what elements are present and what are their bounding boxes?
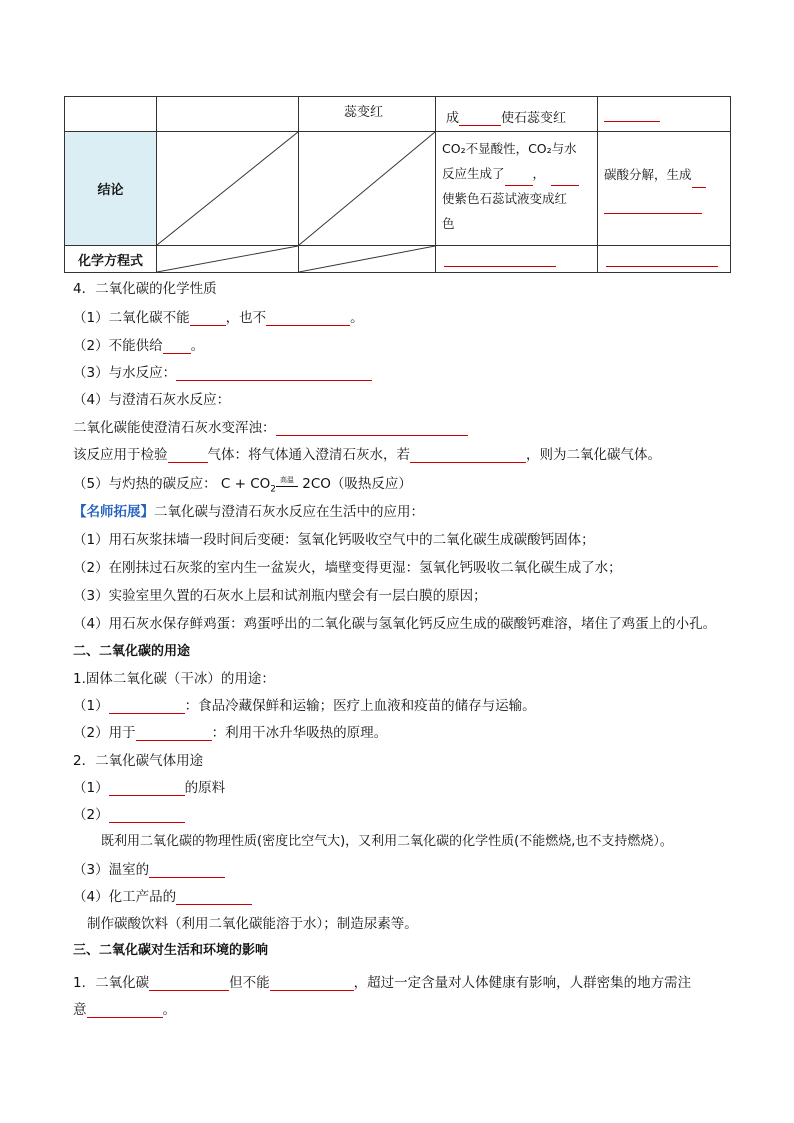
text: 。 <box>350 310 364 326</box>
cell-text: 成 <box>446 111 460 126</box>
cell-text: CO₂不显酸性，CO₂与水 <box>442 141 577 156</box>
diagonal-line <box>299 246 435 272</box>
text: 。 <box>162 1002 176 1018</box>
answer-blank[interactable] <box>604 199 702 214</box>
text-line: （4）与澄清石灰水反应： <box>73 392 231 408</box>
answer-blank[interactable] <box>163 339 191 354</box>
text: （1）二氧化碳不能 <box>73 310 190 326</box>
text: 2CO（吸热反应） <box>298 476 412 492</box>
text-line <box>73 776 225 796</box>
properties-table <box>64 96 731 273</box>
text-line <box>73 971 691 991</box>
answer-blank[interactable] <box>266 311 350 326</box>
table-cell <box>598 246 731 273</box>
text-line <box>73 694 536 714</box>
cell-text: 使石蕊变红 <box>501 111 567 126</box>
cell-text: 反应生成了 <box>442 166 505 181</box>
tip-item: （4）用石灰水保存鲜鸡蛋：鸡蛋呼出的二氧化碳与氢氧化钙反应生成的碳酸钙难溶，堵住了鸡蛋上的小孔。 <box>73 616 717 632</box>
text-line <box>73 885 252 905</box>
text-line <box>73 721 387 741</box>
text: 的原料 <box>184 780 226 796</box>
text: 二氧化碳能使澄清石灰水变浑浊： <box>73 420 276 436</box>
text: （4）化工产品的 <box>73 889 177 905</box>
answer-blank[interactable] <box>410 448 526 463</box>
table-cell <box>436 132 598 246</box>
answer-blank[interactable] <box>505 171 533 186</box>
table-cell-crossed <box>157 132 299 246</box>
text-line <box>73 858 225 878</box>
answer-blank[interactable] <box>606 252 718 267</box>
table-cell-crossed <box>299 246 436 273</box>
answer-blank[interactable] <box>109 808 185 823</box>
diagonal-line <box>157 132 298 245</box>
text-line <box>73 334 204 354</box>
text: ：食品冷藏保鲜和运输；医疗上血液和疫苗的储存与运输。 <box>184 698 536 714</box>
tip-item: （1）用石灰浆抹墙一段时间后变硬：氢氧化钙吸收空气中的二氧化碳生成碳酸钙固体； <box>73 532 595 548</box>
section-title: 二、二氧化碳的用途 <box>73 644 191 659</box>
cell-text: 碳酸分解，生成 <box>604 167 692 182</box>
row-label-conclusion: 结论 <box>65 132 157 246</box>
text: （2）不能供给 <box>73 338 163 354</box>
section-title: 4．二氧化碳的化学性质 <box>73 281 217 297</box>
text-line <box>73 416 468 436</box>
answer-blank[interactable] <box>109 699 185 714</box>
table-row <box>65 97 731 132</box>
answer-blank[interactable] <box>149 863 225 878</box>
cell-text: 蕊变红 <box>344 105 384 120</box>
table-cell <box>299 97 436 132</box>
equation-line <box>73 472 412 495</box>
text: 意 <box>73 1002 87 1018</box>
table-cell-crossed <box>299 132 436 246</box>
answer-blank[interactable] <box>109 781 185 796</box>
answer-blank[interactable] <box>168 448 208 463</box>
table-cell <box>157 97 299 132</box>
table-cell <box>436 246 598 273</box>
text: 二氧化碳与澄清石灰水反应在生活中的应用： <box>154 504 424 520</box>
text: （2） <box>73 807 109 823</box>
tip-tag: 【名师拓展】 <box>73 504 154 520</box>
answer-blank[interactable] <box>551 171 579 186</box>
table-row <box>65 246 731 273</box>
text: 但不能 <box>229 975 270 991</box>
answer-blank[interactable] <box>459 111 501 126</box>
tip-heading <box>73 500 424 520</box>
answer-blank[interactable] <box>87 1003 163 1018</box>
text: 。 <box>190 338 205 354</box>
text: （3）与水反应： <box>73 365 177 381</box>
text: （5）与灼热的碳反应： C + CO <box>73 476 271 492</box>
subheading: 2．二氧化碳气体用途 <box>73 753 204 769</box>
cell-text: ， <box>532 166 546 181</box>
text: （2）用于 <box>73 725 136 741</box>
text-line <box>73 361 372 381</box>
row-label-equation: 化学方程式 <box>65 246 157 273</box>
answer-blank[interactable] <box>176 366 372 381</box>
answer-blank[interactable] <box>190 311 226 326</box>
table-row <box>65 132 731 246</box>
table-cell <box>65 97 157 132</box>
diagonal-line <box>299 132 435 245</box>
answer-blank[interactable] <box>149 976 229 991</box>
cell-text: 色 <box>442 216 455 231</box>
answer-blank[interactable] <box>270 976 354 991</box>
diagonal-line <box>157 246 298 272</box>
text-line: 既利用二氧化碳的物理性质(密度比空气大)，又利用二氧化碳的化学性质(不能燃烧,也不支持燃烧）。 <box>101 834 673 849</box>
answer-blank[interactable] <box>176 890 252 905</box>
text-line <box>73 443 661 463</box>
table-cell <box>598 132 731 246</box>
text-line <box>73 306 364 326</box>
text: 1．二氧化碳 <box>73 975 150 991</box>
text: ，超过一定含量对人体健康有影响，人群密集的地方需注 <box>353 975 692 991</box>
table-cell <box>436 97 598 132</box>
cell-text: 使紫色石蕊试液变成红 <box>442 191 568 206</box>
text: 该反应用于检验 <box>73 447 168 463</box>
text: （1） <box>73 698 109 714</box>
text: （3）温室的 <box>73 862 150 878</box>
text: ，则为二氧化碳气体。 <box>526 447 661 463</box>
text: （1） <box>73 780 109 796</box>
answer-blank[interactable] <box>136 726 212 741</box>
text-line <box>73 998 176 1018</box>
text: ：利用干冰升华吸热的原理。 <box>211 725 388 741</box>
text-line: 制作碳酸饮料（利用二氧化碳能溶于水）；制造尿素等。 <box>87 916 418 932</box>
tip-item: （3）实验室里久置的石灰水上层和试剂瓶内壁会有一层白膜的原因； <box>73 588 487 604</box>
answer-blank[interactable] <box>604 107 660 122</box>
subheading: 1.固体二氧化碳（干冰）的用途： <box>73 671 275 687</box>
answer-blank[interactable] <box>276 421 468 436</box>
table-cell <box>598 97 731 132</box>
table-cell-crossed <box>157 246 299 273</box>
text: 气体：将气体通入澄清石灰水，若 <box>207 447 410 463</box>
tip-item: （2）在刚抹过石灰浆的室内生一盆炭火，墙壁变得更湿：氢氧化钙吸收二氧化碳生成了水； <box>73 560 622 576</box>
section-title: 三、二氧化碳对生活和环境的影响 <box>73 943 269 958</box>
reaction-condition: 高温 <box>276 476 298 487</box>
subscript: 2 <box>270 484 276 495</box>
answer-blank[interactable] <box>444 252 556 267</box>
text-line <box>73 803 185 823</box>
answer-blank[interactable] <box>692 173 706 188</box>
text: ，也不 <box>225 310 267 326</box>
